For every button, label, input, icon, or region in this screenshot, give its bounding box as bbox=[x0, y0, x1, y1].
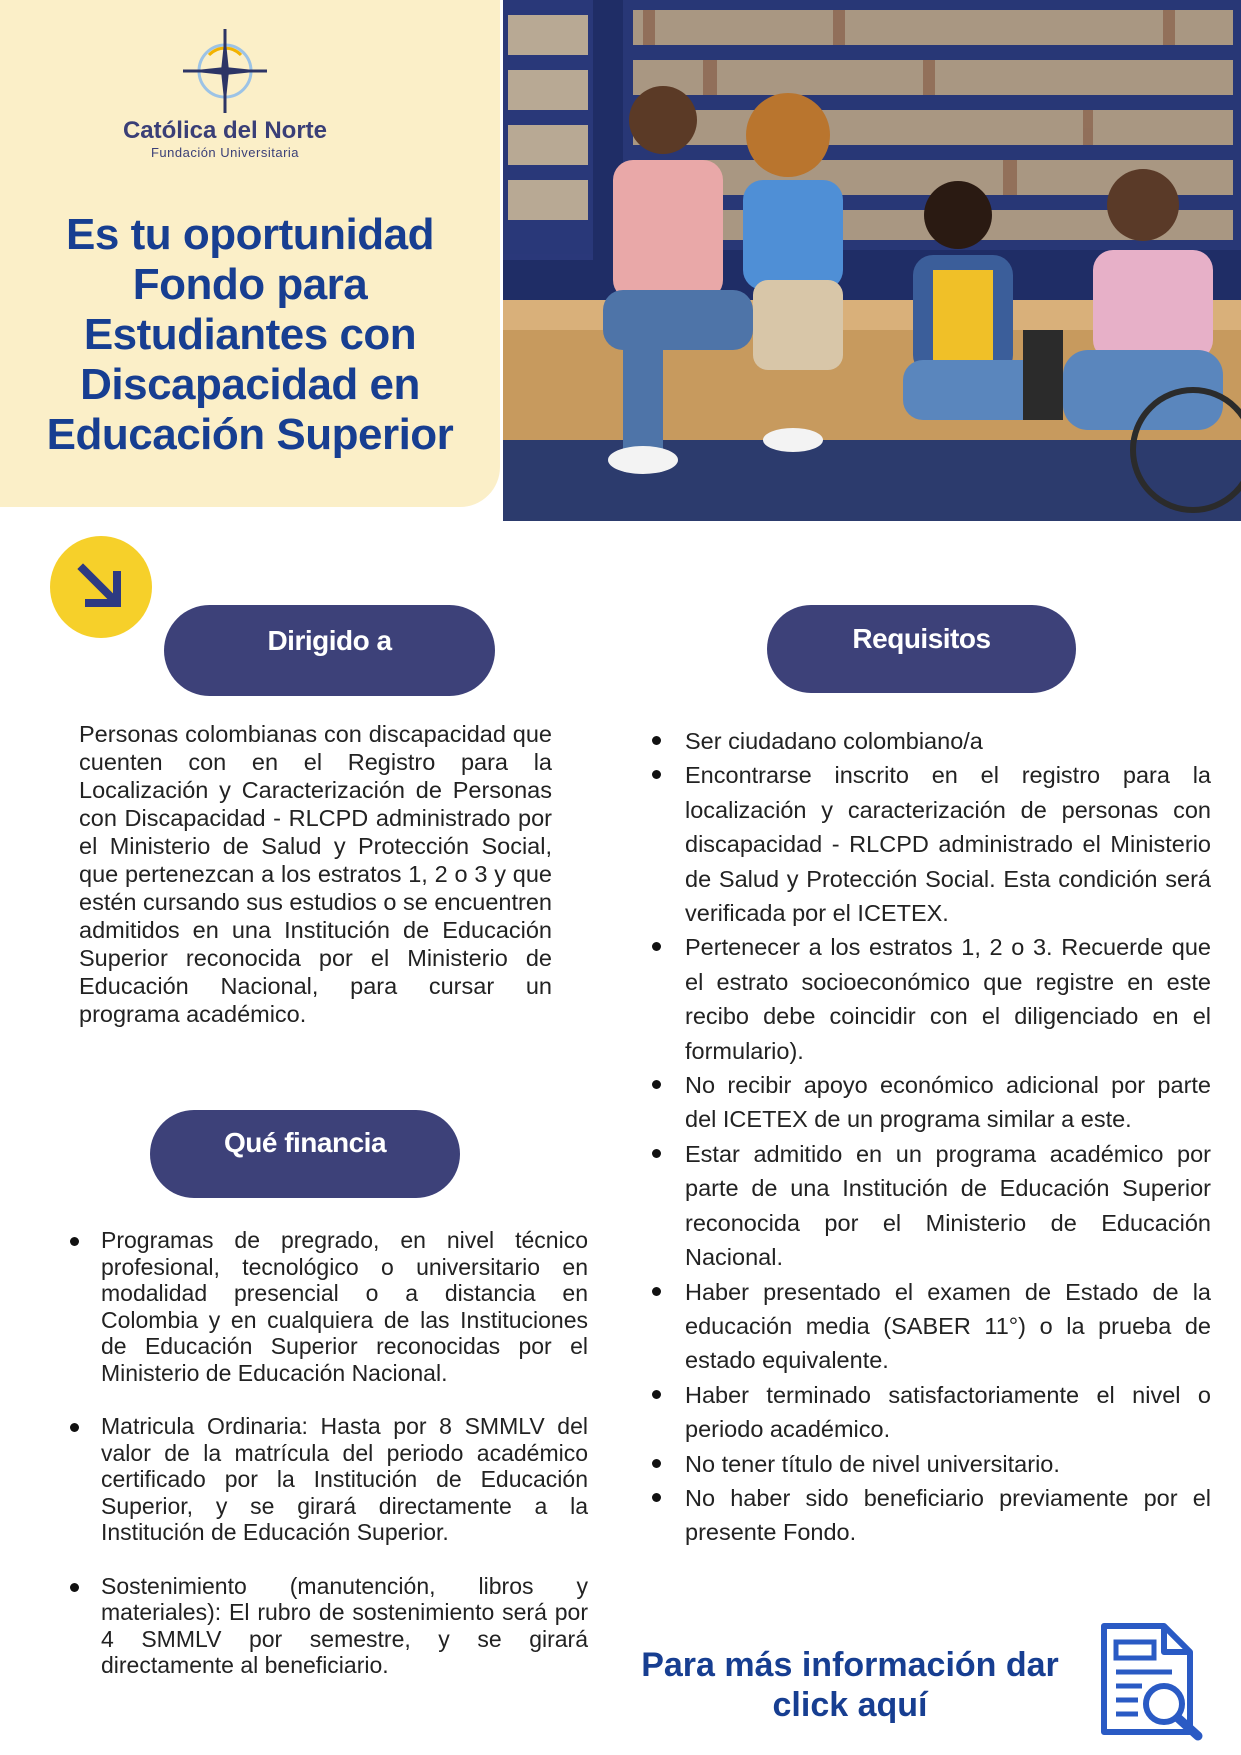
list-item: Sostenimiento (manutención, libros y materiales): El rubro de sostenimiento será por 4 SMMLV por semestre, y se girará directamente al beneficiario. bbox=[101, 1572, 588, 1678]
logo-name: Católica del Norte bbox=[122, 117, 328, 144]
more-info-line: Para más información dar bbox=[641, 1646, 1059, 1684]
title-line: Fondo para bbox=[132, 260, 368, 309]
students-library-photo bbox=[503, 0, 1241, 521]
hero-panel bbox=[0, 0, 500, 507]
university-logo bbox=[110, 25, 340, 165]
title-line: Educación Superior bbox=[46, 410, 454, 459]
list-item: Encontrarse inscrito en el registro para la localización y caracterización de personas con discapacidad - RLCPD administrado el Ministerio de Salud y Protección Social. Esta condición será verificada por el ICETEX. bbox=[685, 758, 1211, 930]
logo-subtitle: Fundación Universitaria bbox=[150, 145, 300, 160]
list-item: Ser ciudadano colombiano/a bbox=[685, 724, 1211, 758]
title-line: Estudiantes con bbox=[83, 310, 417, 359]
list-item: No haber sido beneficiario previamente por el presente Fondo. bbox=[685, 1481, 1211, 1550]
list-item: No recibir apoyo económico adicional por parte del ICETEX de un programa similar a este. bbox=[685, 1068, 1211, 1137]
section-label-financia: Qué financia bbox=[150, 1110, 460, 1198]
arrow-down-right-icon bbox=[75, 561, 127, 613]
list-item: Estar admitido en un programa académico por parte de una Institución de Educación Superior reconocida por el Ministerio de Educación Nacional. bbox=[685, 1137, 1211, 1275]
more-info-line: click aquí bbox=[772, 1686, 928, 1724]
list-item: No tener título de nivel universitario. bbox=[685, 1447, 1211, 1481]
list-item: Matricula Ordinaria: Hasta por 8 SMMLV del valor de la matrícula del periodo académico certificado por la Institución de Educación Superior, y se girará directamente a la Institución de Educación Superior. bbox=[101, 1413, 588, 1545]
dirigido-description: Personas colombianas con discapacidad que cuenten con en el Registro para la Localización y Caracterización de Personas con Discapacidad - RLCPD administrado por el Ministerio de Salud y Protección Social, que pertenezcan a los estratos 1, 2 o 3 y que estén cursando sus estudios o se encuentren admitidos en una Institución de Educación Superior reconocida por el Ministerio de Educación Nacional, para cursar un programa académico. bbox=[79, 721, 552, 1027]
title-line: Discapacidad en bbox=[80, 360, 420, 409]
requisitos-list bbox=[685, 724, 1211, 1550]
page-title bbox=[0, 210, 500, 460]
compass-star-icon bbox=[175, 25, 275, 117]
financia-list bbox=[101, 1227, 588, 1706]
title-line: Es tu oportunidad bbox=[66, 210, 434, 259]
list-item: Programas de pregrado, en nivel técnico profesional, tecnológico o universitario en modalidad presencial o a distancia en Colombia y en cualquiera de las Instituciones de Educación Superior reconocidas por el Ministerio de Educación Nacional. bbox=[101, 1227, 588, 1386]
section-label-requisitos: Requisitos bbox=[767, 605, 1076, 693]
arrow-badge bbox=[50, 536, 152, 638]
list-item: Pertenecer a los estratos 1, 2 o 3. Recuerde que el estrato socioeconómico que registre en este recibo debe coincidir con el diligenciado en el formulario). bbox=[685, 930, 1211, 1068]
list-item: Haber terminado satisfactoriamente el nivel o periodo académico. bbox=[685, 1378, 1211, 1447]
more-info-link[interactable] bbox=[620, 1645, 1080, 1725]
document-search-icon[interactable] bbox=[1098, 1620, 1208, 1742]
section-label-dirigido: Dirigido a bbox=[164, 605, 495, 696]
list-item: Haber presentado el examen de Estado de la educación media (SABER 11°) o la prueba de estado equivalente. bbox=[685, 1275, 1211, 1378]
